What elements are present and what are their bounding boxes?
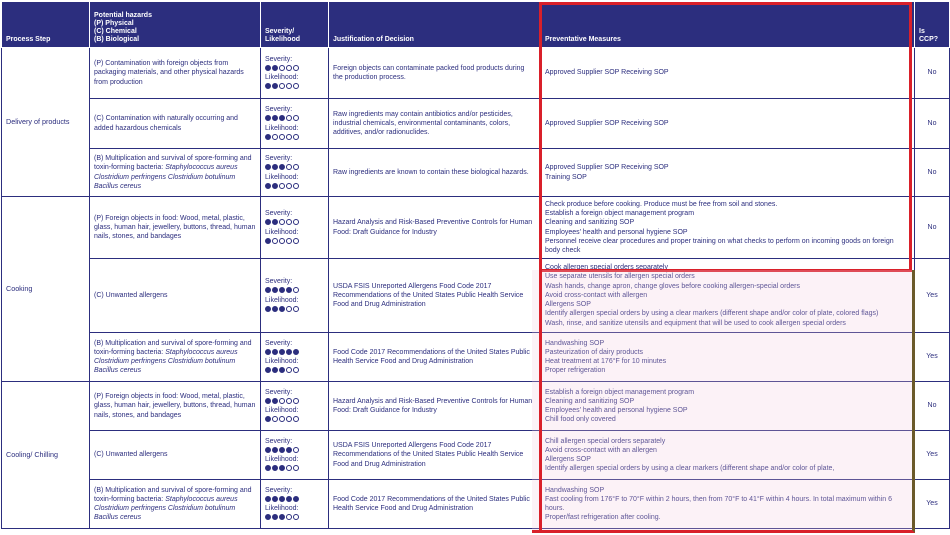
measure-item: Avoid cross-contact with an allergen <box>545 446 657 454</box>
severity-rating <box>265 163 324 172</box>
measure-item: Cleaning and sanitizing SOP <box>545 397 635 405</box>
rating-dot-filled-icon <box>272 447 278 453</box>
likelihood-label: Likelihood: <box>265 173 299 181</box>
header-is-ccp: Is CCP? <box>915 2 950 48</box>
hazard-cell: (P) Contamination with foreign objects from packaging materials, and other physical hazards from production <box>90 48 261 99</box>
rating-dot-empty-icon <box>279 134 285 140</box>
rating-dot-filled-icon <box>272 115 278 121</box>
header-preventative-measures: Preventative Measures <box>541 2 915 48</box>
likelihood-label: Likelihood: <box>265 124 299 132</box>
table-row <box>2 99 950 149</box>
header-hazards-chemical: (C) Chemical <box>94 28 137 35</box>
justification-cell: Foreign objects can contaminate packed food products during the production process. <box>329 48 541 99</box>
likelihood-rating <box>265 133 324 142</box>
rating-dot-filled-icon <box>265 496 271 502</box>
hazard-cell: (P) Foreign objects in food: Wood, metal, plastic, glass, human hair, jewellery, buttons, thread, human nails, stones, and bandages <box>90 382 261 431</box>
rating-dot-empty-icon <box>286 134 292 140</box>
severity-likelihood-cell <box>261 259 329 333</box>
severity-label: Severity: <box>265 339 293 347</box>
severity-label: Severity: <box>265 155 293 163</box>
severity-likelihood-cell <box>261 197 329 259</box>
rating-dot-filled-icon <box>272 306 278 312</box>
rating-dot-empty-icon <box>293 164 299 170</box>
rating-dot-filled-icon <box>265 416 271 422</box>
justification-cell: USDA FSIS Unreported Allergens Food Code 2017 Recommendations of the United States Public Health Service Food and Drug Administration <box>329 431 541 480</box>
measure-item: Establish a foreign object management program <box>545 388 695 396</box>
likelihood-rating <box>265 305 324 314</box>
rating-dot-empty-icon <box>279 416 285 422</box>
rating-dot-empty-icon <box>293 416 299 422</box>
rating-dot-empty-icon <box>279 219 285 225</box>
rating-dot-filled-icon <box>286 287 292 293</box>
likelihood-label: Likelihood: <box>265 296 299 304</box>
rating-dot-empty-icon <box>279 65 285 71</box>
rating-dot-empty-icon <box>293 306 299 312</box>
measure-item: Employees' health and personal hygiene SOP <box>545 407 688 414</box>
measure-item: Pasteurization of dairy products <box>545 348 644 356</box>
severity-rating <box>265 397 324 406</box>
rating-dot-filled-icon <box>272 367 278 373</box>
rating-dot-filled-icon <box>279 447 285 453</box>
rating-dot-empty-icon <box>293 219 299 225</box>
justification-cell: Food Code 2017 Recommendations of the United States Public Health Service Food and Drug Administration <box>329 480 541 529</box>
measure-item: Employees' health and personal hygiene SOP <box>545 228 688 236</box>
is-ccp-cell: Yes <box>915 480 950 529</box>
rating-dot-filled-icon <box>265 514 271 520</box>
severity-likelihood-cell <box>261 48 329 99</box>
measure-item: Proper refrigeration <box>545 367 606 375</box>
rating-dot-empty-icon <box>286 115 292 121</box>
likelihood-rating <box>265 513 324 522</box>
rating-dot-filled-icon <box>272 349 278 355</box>
table-row <box>2 382 950 431</box>
hazard-text: (B) Multiplication and survival of spore-forming and toxin-forming bacteria: <box>94 339 252 356</box>
measure-item: Establish a foreign object management program <box>545 210 695 218</box>
severity-likelihood-cell <box>261 431 329 480</box>
severity-rating <box>265 446 324 455</box>
rating-dot-empty-icon <box>272 416 278 422</box>
severity-likelihood-cell <box>261 480 329 529</box>
header-hazards-biological: (B) Biological <box>94 36 140 43</box>
rating-dot-filled-icon <box>265 349 271 355</box>
measure-item: Identify allergen special orders by using a clear markers (different shape and/or color of plate, colored flags) <box>545 310 879 318</box>
is-ccp-cell: No <box>915 149 950 197</box>
hazard-cell: (C) Unwanted allergens <box>90 259 261 333</box>
rating-dot-empty-icon <box>286 514 292 520</box>
likelihood-label: Likelihood: <box>265 228 299 236</box>
rating-dot-filled-icon <box>265 115 271 121</box>
rating-dot-empty-icon <box>286 367 292 373</box>
severity-likelihood-cell <box>261 99 329 149</box>
preventative-measures-cell <box>541 197 915 259</box>
justification-cell: Raw ingredients are known to contain these biological hazards. <box>329 149 541 197</box>
measure-item: Handwashing SOP <box>545 486 605 494</box>
measure-item: Chill allergen special orders separately <box>545 437 666 445</box>
rating-dot-empty-icon <box>272 238 278 244</box>
rating-dot-empty-icon <box>286 219 292 225</box>
rating-dot-empty-icon <box>286 398 292 404</box>
rating-dot-filled-icon <box>272 496 278 502</box>
rating-dot-filled-icon <box>265 238 271 244</box>
rating-dot-filled-icon <box>279 287 285 293</box>
hazard-cell: (C) Unwanted allergens <box>90 431 261 480</box>
rating-dot-filled-icon <box>286 496 292 502</box>
table-row <box>2 333 950 382</box>
measure-item: Wash, rinse, and sanitize utensils and equipment that will be used to cook allergen special orders <box>545 319 846 327</box>
rating-dot-empty-icon <box>293 514 299 520</box>
rating-dot-filled-icon <box>279 465 285 471</box>
rating-dot-empty-icon <box>293 134 299 140</box>
rating-dot-empty-icon <box>279 83 285 89</box>
header-process-step: Process Step <box>2 2 90 48</box>
is-ccp-cell: Yes <box>915 333 950 382</box>
rating-dot-filled-icon <box>265 83 271 89</box>
is-ccp-cell: No <box>915 48 950 99</box>
rating-dot-filled-icon <box>272 65 278 71</box>
hazard-cell <box>90 480 261 529</box>
header-potential-hazards <box>90 2 261 48</box>
severity-label: Severity: <box>265 388 293 396</box>
is-ccp-cell: Yes <box>915 431 950 480</box>
header-justification: Justification of Decision <box>329 2 541 48</box>
rating-dot-filled-icon <box>265 65 271 71</box>
preventative-measures-cell <box>541 48 915 99</box>
hazard-text: (B) Multiplication and survival of spore-forming and toxin-forming bacteria: <box>94 486 252 503</box>
rating-dot-filled-icon <box>286 447 292 453</box>
table-row <box>2 197 950 259</box>
table-row <box>2 480 950 529</box>
measure-item: Fast cooling from 176°F to 70°F within 2 hours, then from 70°F to 41°F within 4 hours. In total maximum within 6 hours. <box>545 495 892 512</box>
preventative-measures-cell <box>541 259 915 333</box>
likelihood-label: Likelihood: <box>265 407 299 414</box>
rating-dot-filled-icon <box>279 367 285 373</box>
rating-dot-filled-icon <box>279 349 285 355</box>
likelihood-rating <box>265 182 324 191</box>
measure-item: Allergens SOP <box>545 301 591 309</box>
measure-item: Identify allergen special orders by using a clear markers (different shape and/or color of plate, <box>545 465 835 473</box>
severity-likelihood-cell <box>261 333 329 382</box>
rating-dot-filled-icon <box>265 287 271 293</box>
rating-dot-filled-icon <box>272 287 278 293</box>
rating-dot-filled-icon <box>279 306 285 312</box>
rating-dot-empty-icon <box>293 465 299 471</box>
rating-dot-filled-icon <box>265 183 271 189</box>
severity-rating <box>265 114 324 123</box>
rating-dot-filled-icon <box>272 83 278 89</box>
severity-rating <box>265 64 324 73</box>
measure-item: Chill food only covered <box>545 416 616 424</box>
rating-dot-empty-icon <box>286 164 292 170</box>
severity-label: Severity: <box>265 486 293 494</box>
severity-rating <box>265 348 324 357</box>
severity-likelihood-cell <box>261 149 329 197</box>
likelihood-label: Likelihood: <box>265 74 299 81</box>
rating-dot-filled-icon <box>265 134 271 140</box>
is-ccp-cell: Yes <box>915 259 950 333</box>
rating-dot-empty-icon <box>286 416 292 422</box>
rating-dot-filled-icon <box>265 447 271 453</box>
measure-item: Proper/fast refrigeration after cooling. <box>545 514 661 522</box>
process-step-cell: Cooking <box>2 197 90 382</box>
measure-item: Training SOP <box>545 173 587 181</box>
rating-dot-empty-icon <box>279 398 285 404</box>
header-hazards-title: Potential hazards <box>94 12 152 19</box>
table-row <box>2 149 950 197</box>
rating-dot-filled-icon <box>272 465 278 471</box>
justification-cell: Hazard Analysis and Risk-Based Preventive Controls for Human Food: Draft Guidance for Industry <box>329 382 541 431</box>
severity-label: Severity: <box>265 106 293 114</box>
justification-cell: Food Code 2017 Recommendations of the United States Public Health Service Food and Drug Administration <box>329 333 541 382</box>
is-ccp-cell: No <box>915 99 950 149</box>
severity-label: Severity: <box>265 210 293 218</box>
severity-rating <box>265 286 324 295</box>
measure-item: Wash hands, change apron, change gloves before cooking allergen-special orders <box>545 282 801 290</box>
rating-dot-empty-icon <box>293 83 299 89</box>
rating-dot-filled-icon <box>272 183 278 189</box>
severity-label: Severity: <box>265 55 293 63</box>
severity-likelihood-cell <box>261 382 329 431</box>
preventative-measures-cell <box>541 431 915 480</box>
preventative-measures-cell <box>541 480 915 529</box>
measure-item: Heat treatment at 176°F for 10 minutes <box>545 358 667 365</box>
preventative-measures-cell <box>541 99 915 149</box>
rating-dot-filled-icon <box>293 496 299 502</box>
rating-dot-empty-icon <box>293 398 299 404</box>
likelihood-rating <box>265 415 324 424</box>
rating-dot-filled-icon <box>272 219 278 225</box>
likelihood-label: Likelihood: <box>265 358 299 365</box>
rating-dot-empty-icon <box>286 65 292 71</box>
rating-dot-filled-icon <box>286 349 292 355</box>
justification-cell: Hazard Analysis and Risk-Based Preventive Controls for Human Food: Draft Guidance for Industry <box>329 197 541 259</box>
rating-dot-empty-icon <box>272 134 278 140</box>
measure-item: Avoid cross-contact with allergen <box>545 291 648 299</box>
rating-dot-filled-icon <box>279 514 285 520</box>
rating-dot-empty-icon <box>293 238 299 244</box>
measure-item: Approved Supplier SOP Receiving SOP <box>545 119 669 127</box>
process-step-cell: Delivery of products <box>2 48 90 197</box>
likelihood-rating <box>265 237 324 246</box>
preventative-measures-cell <box>541 149 915 197</box>
rating-dot-filled-icon <box>272 398 278 404</box>
rating-dot-empty-icon <box>286 306 292 312</box>
measure-item: Use separate utensils for allergen special orders <box>545 273 695 281</box>
is-ccp-cell: No <box>915 382 950 431</box>
rating-dot-empty-icon <box>293 115 299 121</box>
rating-dot-empty-icon <box>279 238 285 244</box>
rating-dot-empty-icon <box>293 367 299 373</box>
measure-item: Approved Supplier SOP Receiving SOP <box>545 164 669 172</box>
severity-label: Severity: <box>265 278 293 286</box>
measure-item: Cook allergen special orders separately <box>545 264 668 272</box>
rating-dot-filled-icon <box>272 514 278 520</box>
hazard-cell: (C) Contamination with naturally occurring and added hazardous chemicals <box>90 99 261 149</box>
rating-dot-empty-icon <box>286 183 292 189</box>
measure-item: Handwashing SOP <box>545 339 605 347</box>
justification-cell: Raw ingredients may contain antibiotics and/or pesticides, industrial chemicals, environmental contaminants, colors, additives, and/or radionuclides. <box>329 99 541 149</box>
hazard-text: (B) Multiplication and survival of spore-forming and toxin-forming bacteria: <box>94 155 252 172</box>
process-step-cell: Cooling/ Chilling <box>2 382 90 529</box>
hazard-cell <box>90 333 261 382</box>
header-severity-likelihood: Severity/ Likelihood <box>261 2 329 48</box>
rating-dot-filled-icon <box>265 164 271 170</box>
measure-item: Allergens SOP <box>545 456 591 463</box>
likelihood-label: Likelihood: <box>265 505 299 512</box>
hazard-cell: (P) Foreign objects in food: Wood, metal, plastic, glass, human hair, jewellery, buttons, thread, human nails, stones, and bandages <box>90 197 261 259</box>
likelihood-rating <box>265 82 324 91</box>
rating-dot-filled-icon <box>279 115 285 121</box>
rating-dot-filled-icon <box>265 219 271 225</box>
hazard-cell <box>90 149 261 197</box>
rating-dot-empty-icon <box>279 183 285 189</box>
is-ccp-cell: No <box>915 197 950 259</box>
hazard-organisms: Staphylococcus aureus Clostridium perfringens Clostridium botulinum Bacillus cereus <box>94 495 238 522</box>
rating-dot-empty-icon <box>293 65 299 71</box>
hazard-organisms: Staphylococcus aureus Clostridium perfringens Clostridium botulinum Bacillus cereus <box>94 164 238 190</box>
header-hazards-physical: (P) Physical <box>94 20 134 27</box>
rating-dot-filled-icon <box>279 496 285 502</box>
rating-dot-empty-icon <box>286 83 292 89</box>
measure-item: Personnel receive clear procedures and proper training on what checks to perform on incoming goods on foreign body check <box>545 237 894 254</box>
rating-dot-empty-icon <box>286 465 292 471</box>
likelihood-rating <box>265 464 324 473</box>
table-row <box>2 431 950 480</box>
severity-label: Severity: <box>265 437 293 445</box>
rating-dot-empty-icon <box>286 238 292 244</box>
rating-dot-filled-icon <box>265 306 271 312</box>
justification-cell: USDA FSIS Unreported Allergens Food Code 2017 Recommendations of the United States Public Health Service Food and Drug Administration <box>329 259 541 333</box>
table-row <box>2 259 950 333</box>
measure-item: Check produce before cooking. Produce must be free from soil and stones. <box>545 200 778 208</box>
severity-rating <box>265 495 324 504</box>
hazard-organisms: Staphylococcus aureus Clostridium perfringens Clostridium botulinum Bacillus cereus <box>94 348 238 375</box>
preventative-measures-cell <box>541 333 915 382</box>
rating-dot-empty-icon <box>293 183 299 189</box>
measure-item: Cleaning and sanitizing SOP <box>545 219 635 227</box>
rating-dot-filled-icon <box>265 367 271 373</box>
severity-rating <box>265 218 324 227</box>
rating-dot-empty-icon <box>293 447 299 453</box>
rating-dot-filled-icon <box>293 349 299 355</box>
likelihood-rating <box>265 366 324 375</box>
rating-dot-filled-icon <box>265 465 271 471</box>
rating-dot-filled-icon <box>265 398 271 404</box>
rating-dot-empty-icon <box>293 287 299 293</box>
preventative-measures-cell <box>541 382 915 431</box>
likelihood-label: Likelihood: <box>265 456 299 463</box>
rating-dot-filled-icon <box>272 164 278 170</box>
table-row <box>2 48 950 99</box>
rating-dot-filled-icon <box>279 164 285 170</box>
haccp-table <box>1 1 950 529</box>
measure-item: Approved Supplier SOP Receiving SOP <box>545 69 669 77</box>
